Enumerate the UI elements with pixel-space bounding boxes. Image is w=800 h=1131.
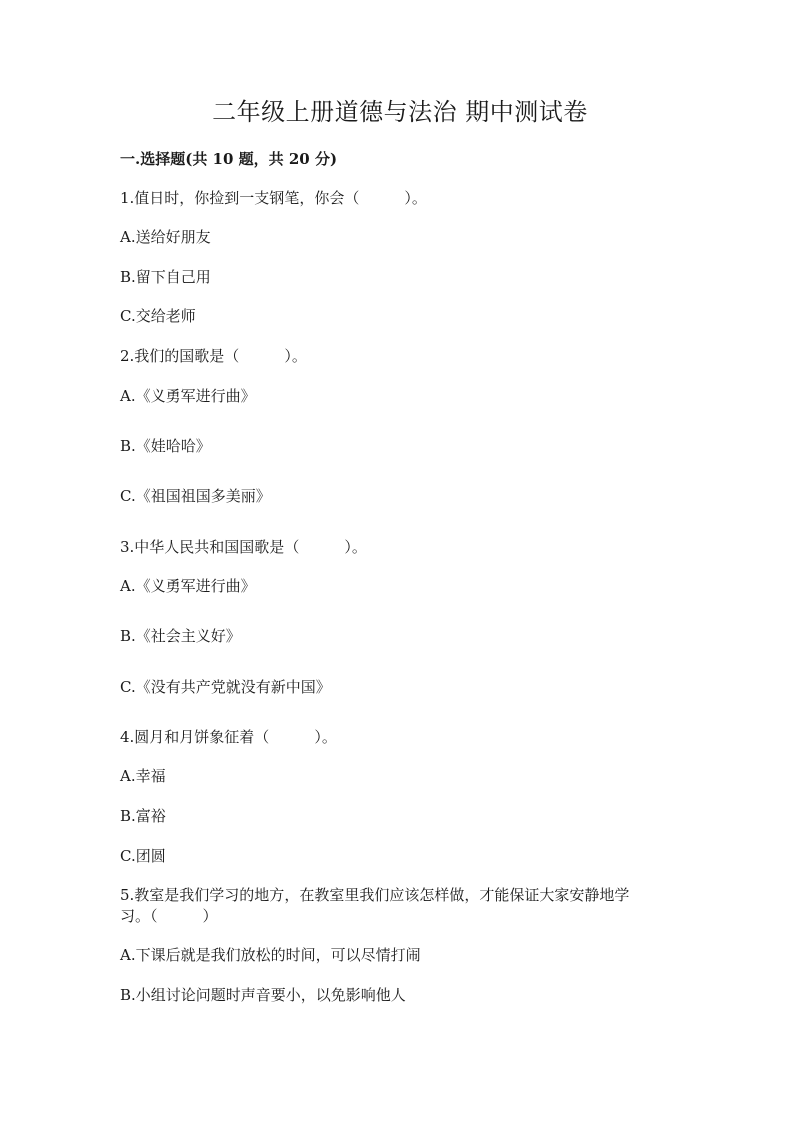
question-1-option-c: C.交给老师 (120, 307, 196, 325)
question-5-stem-line2: 习。（ ） (120, 907, 218, 925)
question-5-option-a: A.下课后就是我们放松的时间，可以尽情打闹 (120, 946, 421, 964)
question-4-stem: 4.圆月和月饼象征着（ ）。 (120, 728, 337, 746)
question-3-option-c: C.《没有共产党就没有新中国》 (120, 678, 331, 696)
question-2-option-b: B.《娃哈哈》 (120, 437, 211, 455)
page-title: 二年级上册道德与法治 期中测试卷 (212, 98, 588, 126)
question-2-option-a: A.《义勇军进行曲》 (120, 387, 256, 405)
question-3-stem: 3.中华人民共和国国歌是（ ）。 (120, 538, 367, 556)
question-5-option-b: B.小组讨论问题时声音要小，以免影响他人 (120, 986, 406, 1004)
question-4-option-c: C.团圆 (120, 847, 166, 865)
question-2-option-c: C.《祖国祖国多美丽》 (120, 487, 271, 505)
question-3-option-a: A.《义勇军进行曲》 (120, 577, 256, 595)
question-1-option-b: B.留下自己用 (120, 268, 211, 286)
question-1-stem: 1.值日时，你捡到一支钢笔，你会（ ）。 (120, 189, 427, 207)
question-4-option-b: B.富裕 (120, 807, 166, 825)
question-5-stem-line1: 5.教室是我们学习的地方，在教室里我们应该怎样做，才能保证大家安静地学 (120, 886, 630, 904)
question-1-option-a: A.送给好朋友 (120, 228, 211, 246)
question-4-option-a: A.幸福 (120, 767, 166, 785)
question-3-option-b: B.《社会主义好》 (120, 627, 241, 645)
question-2-stem: 2.我们的国歌是（ ）。 (120, 347, 307, 365)
section-heading: 一.选择题(共 10 题，共 20 分) (120, 150, 338, 168)
